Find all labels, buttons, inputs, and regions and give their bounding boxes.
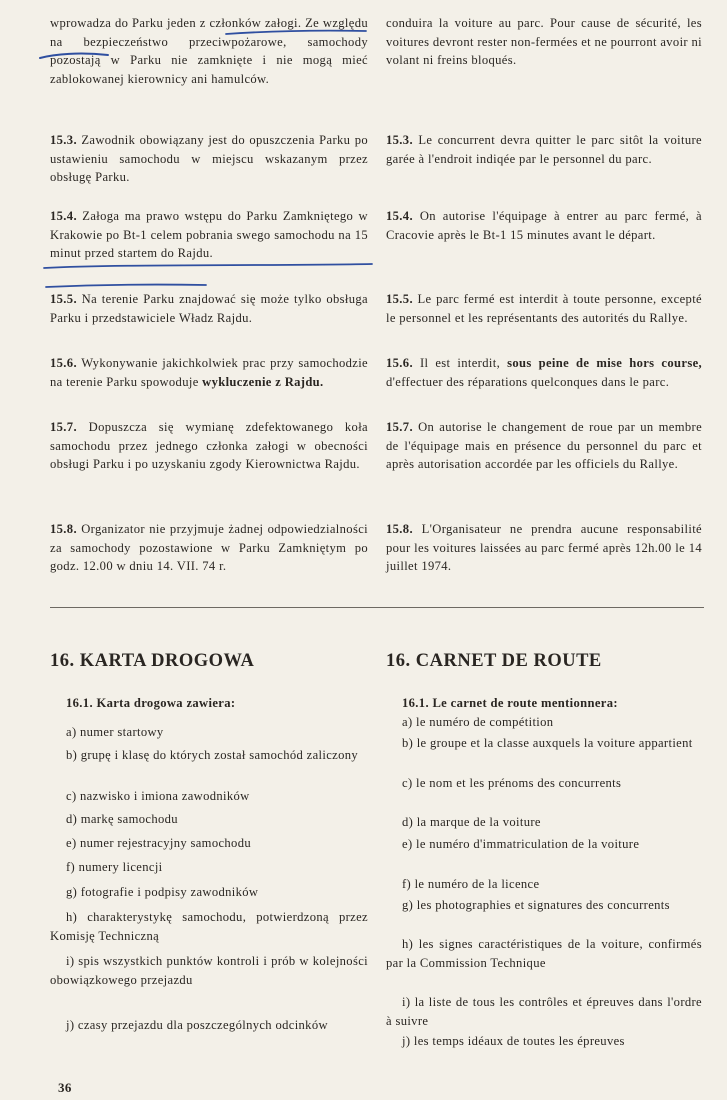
list-item: g) fotografie i podpisy zawodników xyxy=(66,885,259,899)
ink-underline xyxy=(46,285,206,287)
clause-number: 15.5. xyxy=(50,292,77,306)
french-clause-15-4 xyxy=(386,207,702,244)
clause-number: 15.3. xyxy=(50,133,77,147)
clause-number: 15.7. xyxy=(386,420,413,434)
list-item: f) le numéro de la licence xyxy=(402,877,540,891)
clause-number: 15.6. xyxy=(50,356,77,370)
list-item: d) la marque de la voiture xyxy=(402,815,541,829)
clause-number: 15.5. xyxy=(386,292,413,306)
clause-text: Il est interdit, xyxy=(419,356,508,370)
clause-number: 15.6. xyxy=(386,356,413,370)
list-item: e) le numéro d'immatriculation de la voiture xyxy=(402,837,640,851)
polish-clause-15-4 xyxy=(50,207,368,263)
clause-text: Załoga ma prawo wstępu do Parku Zamkniętego w Krakowie po Bt-1 celem pobrania swego samochodu na 15 minut przed startem do Rajdu. xyxy=(50,209,368,261)
polish-clause-15-7 xyxy=(50,418,368,474)
list-item: h) les signes caractéristiques de la voiture, confirmés par la Commission Technique xyxy=(386,937,702,970)
list-item: a) numer startowy xyxy=(66,725,164,739)
clause-text: Zawodnik obowiązany jest do opuszczenia Parku po ustawieniu samochodu w miejscu wskazanym przez obsługę Parku. xyxy=(50,133,369,185)
french-clause-16-1 xyxy=(386,694,702,713)
list-item: i) spis wszystkich punktów kontroli i prób w kolejności obowiązkowego przejazdu xyxy=(50,954,368,987)
clause-emphasis: sous peine de mise hors course, xyxy=(507,356,703,370)
list-item: c) le nom et les prénoms des concurrents xyxy=(402,776,622,790)
clause-emphasis: wykluczenie z Rajdu. xyxy=(202,374,324,389)
list-item: g) les photographies et signatures des concurrents xyxy=(402,898,670,912)
list-item: d) markę samochodu xyxy=(66,812,178,826)
polish-clause-15-3 xyxy=(50,131,368,187)
french-intro-paragraph: conduira la voiture au parc. Pour cause de sécurité, les voitures devront rester non-fermées et ne pourront avoir ni volant ni freins bloqués. xyxy=(386,16,702,68)
list-item: f) numery licencji xyxy=(66,860,163,874)
clause-text: Organizator nie przyjmuje żadnej odpowiedzialności za samochody pozostawione w Parku Zamkniętym po godz. 12.00 w dniu 14. VII. 74 r. xyxy=(50,522,368,574)
french-clause-15-8 xyxy=(386,520,702,576)
clause-text: Le concurrent devra quitter le parc sitôt la voiture garée à l'endroit indiqée par le personnel du parc. xyxy=(386,133,702,166)
list-item: c) nazwisko i imiona zawodników xyxy=(66,789,250,803)
page-number: 36 xyxy=(58,1080,72,1095)
section-divider xyxy=(50,607,704,608)
list-item: j) les temps idéaux de toutes les épreuves xyxy=(402,1034,625,1048)
french-clause-15-3 xyxy=(386,131,702,168)
french-clause-15-7 xyxy=(386,418,702,474)
french-clause-15-6 xyxy=(386,354,702,391)
french-clause-15-5 xyxy=(386,290,702,327)
list-item: e) numer rejestracyjny samochodu xyxy=(66,836,251,850)
list-item: h) charakterystykę samochodu, potwierdzoną przez Komisję Techniczną xyxy=(50,910,368,943)
polish-clause-15-8 xyxy=(50,520,368,576)
clause-text: Karta drogowa zawiera: xyxy=(96,696,236,710)
list-item: a) le numéro de compétition xyxy=(402,715,554,729)
clause-number: 15.4. xyxy=(386,209,413,223)
clause-text: Wykonywanie jakichkolwiek prac przy samochodzie na terenie Parku spowoduje xyxy=(50,356,368,389)
clause-number: 15.4. xyxy=(50,209,77,223)
clause-number: 15.8. xyxy=(50,522,77,536)
polish-clause-15-5 xyxy=(50,290,368,327)
polish-section-heading: 16. KARTA DROGOWA xyxy=(50,651,255,671)
polish-intro-paragraph: wprowadza do Parku jeden z członków załogi. Ze względu na bezpieczeństwo przeciwpożarowe, samochody pozostają w Parku nie zamknięte i nie mogą mieć zablokowanej kierownicy ani hamulców. xyxy=(50,16,368,86)
clause-text-after: d'effectuer des réparations quelconques dans le parc. xyxy=(386,374,670,389)
list-item: i) la liste de tous les contrôles et épreuves dans l'ordre à suivre xyxy=(386,995,702,1028)
clause-number: 15.7. xyxy=(50,420,77,434)
clause-number: 15.3. xyxy=(386,133,413,147)
clause-number: 15.8. xyxy=(386,522,413,536)
clause-text: Le parc fermé est interdit à toute personne, excepté le personnel et les représentants des autorités du Rallye. xyxy=(386,292,702,325)
clause-text: L'Organisateur ne prendra aucune responsabilité pour les voitures laissées au parc fermé après 12h.00 le 14 juillet 1974. xyxy=(386,522,702,574)
polish-clause-15-6 xyxy=(50,354,368,391)
clause-text: Le carnet de route mentionnera: xyxy=(432,696,618,710)
clause-text: On autorise le changement de roue par un membre de l'équipage mais en présence du personnel du parc et après autorisation accordée par les officiels du Rallye. xyxy=(386,420,703,472)
clause-text: Dopuszcza się wymianę zdefektowanego koła samochodu przez jednego członka załogi w obecności obsługi Parku i po uzyskaniu zgody Kierownictwa Rajdu. xyxy=(50,420,368,472)
list-item: j) czasy przejazdu dla poszczególnych odcinków xyxy=(66,1018,328,1032)
french-section-heading: 16. CARNET DE ROUTE xyxy=(386,651,602,671)
ink-underline xyxy=(44,264,372,268)
clause-text: Na terenie Parku znajdować się może tylko obsługa Parku i przedstawiciele Władz Rajdu. xyxy=(50,292,368,325)
clause-number: 16.1. xyxy=(402,696,429,710)
list-item: b) le groupe et la classe auxquels la voiture appartient xyxy=(402,736,693,750)
clause-text: On autorise l'équipage à entrer au parc fermé, à Cracovie après le Bt-1 15 minutes avant le départ. xyxy=(386,209,702,242)
clause-number: 16.1. xyxy=(66,696,93,710)
polish-clause-16-1 xyxy=(50,694,368,713)
list-item: b) grupę i klasę do których został samochód zaliczony xyxy=(66,748,359,762)
